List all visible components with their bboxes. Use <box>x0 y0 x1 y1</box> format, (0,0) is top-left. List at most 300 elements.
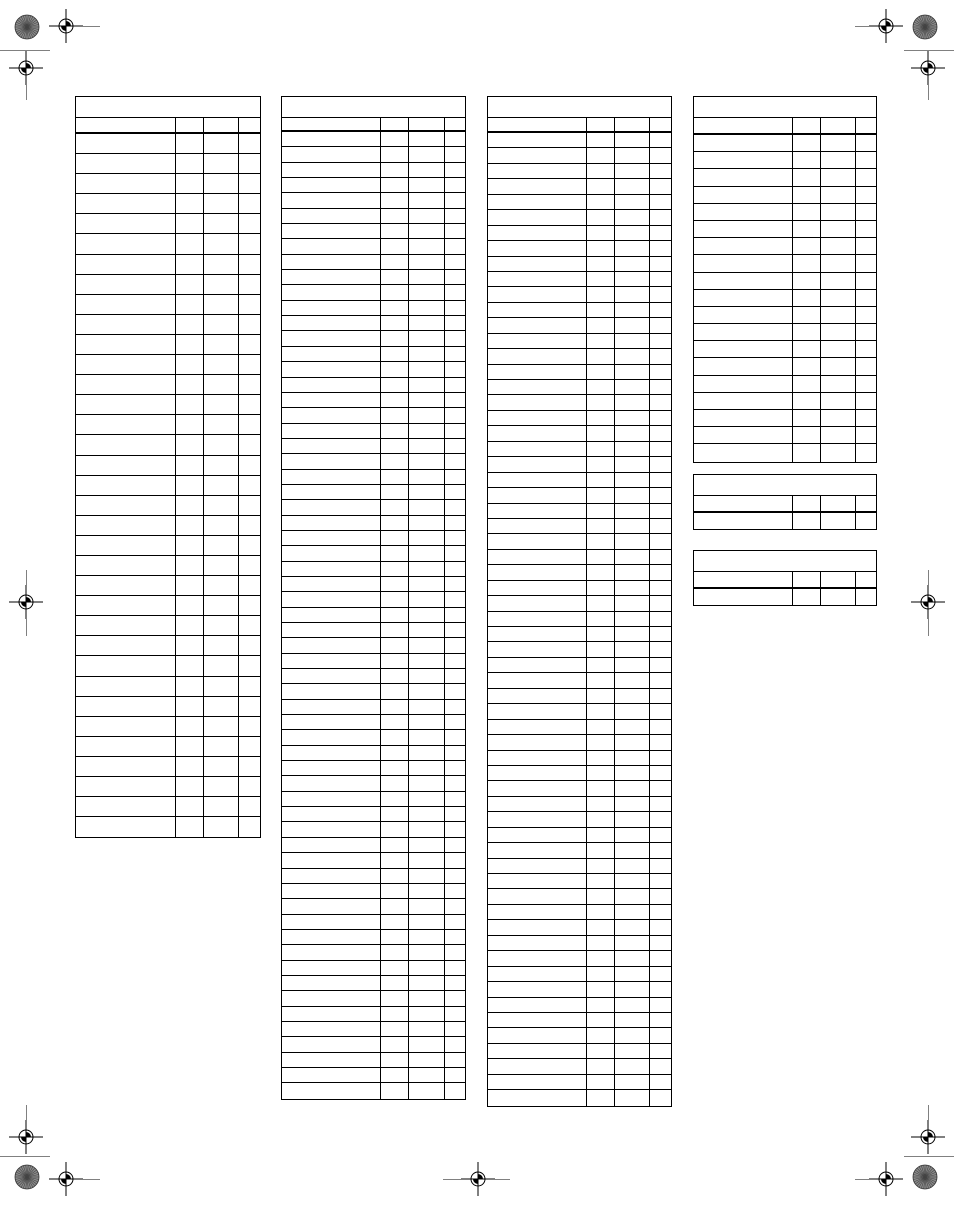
table-row <box>694 273 876 290</box>
table-cell <box>649 998 671 1012</box>
table-cell <box>380 1053 408 1067</box>
table-cell <box>855 427 876 443</box>
table-cell <box>282 439 380 453</box>
table-cell <box>408 239 445 253</box>
table-cell <box>488 257 586 271</box>
table-row <box>282 1053 465 1068</box>
table-cell <box>488 766 586 780</box>
table-cell <box>380 147 408 161</box>
table-cell <box>444 1037 465 1051</box>
table-cell <box>408 1083 445 1098</box>
table-cell <box>76 757 175 776</box>
table-cell <box>408 961 445 975</box>
table-row <box>488 596 671 611</box>
table-row <box>76 757 260 777</box>
table-cell <box>586 519 614 533</box>
table-cell <box>614 442 650 456</box>
table-row <box>282 224 465 239</box>
crop-line <box>855 26 871 27</box>
table-cell <box>175 255 203 274</box>
table-cell <box>444 470 465 484</box>
table-row <box>282 255 465 270</box>
table-cell <box>614 565 650 579</box>
table-cell <box>408 485 445 499</box>
table-cell <box>694 427 792 443</box>
table-cell <box>586 936 614 950</box>
table-cell <box>380 439 408 453</box>
table-cell <box>649 889 671 903</box>
table-cell <box>444 147 465 161</box>
table-cell <box>76 656 175 675</box>
table-cell <box>694 152 792 168</box>
table-cell <box>175 476 203 495</box>
table-row <box>282 454 465 469</box>
table-cell <box>203 234 239 253</box>
table-cell <box>282 408 380 422</box>
table-cell <box>649 442 671 456</box>
table-cell <box>408 746 445 760</box>
table-cell <box>586 581 614 595</box>
table-cell <box>282 638 380 652</box>
crop-line <box>928 85 929 101</box>
table-cell <box>820 427 856 443</box>
table-cell <box>855 324 876 340</box>
table-cell <box>649 550 671 564</box>
table-cell <box>488 349 586 363</box>
table-cell <box>175 194 203 213</box>
table-cell <box>238 496 260 515</box>
table-cell <box>380 516 408 530</box>
table-row <box>488 303 671 318</box>
table-2 <box>281 96 466 1100</box>
table-row <box>488 720 671 735</box>
table-row <box>694 238 876 255</box>
table-row <box>488 210 671 225</box>
table-row <box>488 781 671 796</box>
table-row <box>488 488 671 503</box>
table-cell <box>282 623 380 637</box>
table-cell <box>614 673 650 687</box>
table-cell <box>586 1090 614 1105</box>
table-cell <box>282 807 380 821</box>
table-row <box>694 589 876 605</box>
table-cell <box>408 393 445 407</box>
table-cell <box>76 174 175 193</box>
table-cell <box>614 303 650 317</box>
table-cell <box>444 301 465 315</box>
table-cell <box>820 255 856 271</box>
table-cell <box>444 577 465 591</box>
table-cell <box>282 730 380 744</box>
table-cell <box>444 746 465 760</box>
table-row <box>282 884 465 899</box>
table-cell <box>586 751 614 765</box>
table-row <box>282 424 465 439</box>
table-cell <box>649 1075 671 1089</box>
table-cell <box>175 435 203 454</box>
table-cell <box>586 1075 614 1089</box>
table-cell <box>586 1013 614 1027</box>
table-row <box>488 534 671 549</box>
table-cell <box>649 272 671 286</box>
table-cell <box>408 362 445 376</box>
table-row <box>694 255 876 272</box>
table-cell <box>614 627 650 641</box>
crop-line <box>928 619 929 637</box>
table-cell <box>792 358 820 374</box>
table-cell <box>282 899 380 913</box>
table-cell <box>649 380 671 394</box>
table-cell <box>614 534 650 548</box>
table-cell <box>488 195 586 209</box>
table-cell <box>614 967 650 981</box>
table-cell <box>855 513 876 529</box>
table-cell <box>175 214 203 233</box>
table-cell <box>649 318 671 332</box>
table-row <box>76 194 260 214</box>
table-cell <box>649 642 671 656</box>
table-cell <box>649 658 671 672</box>
table-cell <box>203 295 239 314</box>
table-cell <box>76 777 175 796</box>
table-cell <box>380 1007 408 1021</box>
table-cell <box>488 951 586 965</box>
table-cell <box>614 920 650 934</box>
table-cell <box>488 550 586 564</box>
table-cell <box>444 991 465 1005</box>
table-cell <box>380 454 408 468</box>
table-row <box>282 730 465 745</box>
table-cell <box>238 596 260 615</box>
table-row <box>76 556 260 576</box>
table-cell <box>238 476 260 495</box>
table-cell <box>855 496 876 511</box>
table-cell <box>203 757 239 776</box>
table-cell <box>488 967 586 981</box>
table-cell <box>238 737 260 756</box>
table-cell <box>614 812 650 826</box>
table-cell <box>444 316 465 330</box>
table-cell <box>792 238 820 254</box>
table-cell <box>444 654 465 668</box>
crop-line <box>82 1179 101 1180</box>
table-cell <box>649 581 671 595</box>
table-cell <box>649 118 671 131</box>
table-cell <box>175 335 203 354</box>
table-cell <box>175 118 203 132</box>
table-row <box>76 255 260 275</box>
table-cell <box>380 378 408 392</box>
table-cell <box>282 700 380 714</box>
table-cell <box>488 534 586 548</box>
table-cell <box>820 273 856 289</box>
table-row <box>488 365 671 380</box>
table-cell <box>76 118 175 132</box>
table-cell <box>792 152 820 168</box>
table-row <box>488 889 671 904</box>
table-cell <box>614 982 650 996</box>
table-cell <box>408 378 445 392</box>
table-row <box>282 761 465 776</box>
table-cell <box>76 476 175 495</box>
table-cell <box>649 843 671 857</box>
table-cell <box>282 776 380 790</box>
table-row <box>488 967 671 982</box>
table-cell <box>649 303 671 317</box>
table-cell <box>380 592 408 606</box>
table-cell <box>614 905 650 919</box>
table-cell <box>586 179 614 193</box>
table-row <box>694 187 876 204</box>
table-cell <box>380 776 408 790</box>
table-cell <box>203 335 239 354</box>
table-row <box>76 677 260 697</box>
table-cell <box>614 936 650 950</box>
table-cell <box>820 496 856 511</box>
table-row <box>488 550 671 565</box>
registration-mark-icon <box>9 585 43 619</box>
table-cell <box>488 751 586 765</box>
table-cell <box>380 961 408 975</box>
table-3 <box>487 96 672 1107</box>
table-cell <box>488 473 586 487</box>
table-cell <box>614 704 650 718</box>
table-cell <box>380 761 408 775</box>
table-cell <box>792 572 820 587</box>
table-cell <box>408 623 445 637</box>
table-cell <box>444 776 465 790</box>
table-row <box>488 1059 671 1074</box>
table-cell <box>792 118 820 133</box>
table-cell <box>820 135 856 151</box>
table-cell <box>694 290 792 306</box>
table-row <box>488 936 671 951</box>
table-cell <box>444 915 465 929</box>
table-row <box>282 869 465 884</box>
registration-mark-icon <box>49 1162 83 1196</box>
table-cell <box>649 133 671 147</box>
table-1 <box>75 96 261 838</box>
crop-line <box>443 1179 462 1180</box>
table-cell <box>488 380 586 394</box>
table-cell <box>203 134 239 153</box>
table-row <box>488 241 671 256</box>
table-row <box>282 301 465 316</box>
table-cell <box>488 303 586 317</box>
table-cell <box>444 1068 465 1082</box>
table-header-row <box>694 496 876 513</box>
table-cell <box>282 792 380 806</box>
table-cell <box>203 496 239 515</box>
table-cell <box>586 1044 614 1058</box>
table-cell <box>820 290 856 306</box>
table-cell <box>380 884 408 898</box>
table-cell <box>203 516 239 535</box>
table-cell <box>694 572 792 587</box>
table-row <box>488 133 671 148</box>
table-cell <box>855 307 876 323</box>
table-cell <box>488 627 586 641</box>
table-cell <box>614 210 650 224</box>
table-cell <box>380 715 408 729</box>
table-cell <box>380 470 408 484</box>
table-cell <box>380 1022 408 1036</box>
table-row <box>282 163 465 178</box>
table-title-row <box>488 97 671 118</box>
table-row <box>488 1013 671 1028</box>
table-cell <box>408 654 445 668</box>
table-row <box>282 132 465 147</box>
table-cell <box>820 358 856 374</box>
table-cell <box>649 195 671 209</box>
table-cell <box>820 204 856 220</box>
table-cell <box>792 187 820 203</box>
registration-mark-icon <box>911 585 945 619</box>
table-cell <box>488 920 586 934</box>
table-row <box>282 1007 465 1022</box>
table-cell <box>282 577 380 591</box>
crop-line <box>26 570 27 586</box>
table-cell <box>855 572 876 587</box>
table-cell <box>488 334 586 348</box>
table-row <box>282 807 465 822</box>
table-row <box>282 623 465 638</box>
table-cell <box>444 700 465 714</box>
table-header-row <box>694 118 876 135</box>
table-cell <box>76 435 175 454</box>
table-cell <box>282 961 380 975</box>
table-cell <box>238 275 260 294</box>
table-cell <box>614 1044 650 1058</box>
table-cell <box>282 684 380 698</box>
table-row <box>694 307 876 324</box>
table-cell <box>408 884 445 898</box>
table-cell <box>649 1013 671 1027</box>
table-cell <box>444 884 465 898</box>
table-cell <box>238 616 260 635</box>
table-row <box>488 272 671 287</box>
table-cell <box>444 209 465 223</box>
table-cell <box>76 576 175 595</box>
table-row <box>694 444 876 461</box>
table-cell <box>203 456 239 475</box>
table-cell <box>649 797 671 811</box>
table-cell <box>855 410 876 426</box>
table-row <box>282 546 465 561</box>
table-cell <box>586 596 614 610</box>
table-cell <box>282 1022 380 1036</box>
crop-line <box>26 85 27 101</box>
table-cell <box>76 817 175 837</box>
table-cell <box>76 697 175 716</box>
table-cell <box>586 874 614 888</box>
crop-line <box>904 1156 954 1157</box>
table-cell <box>282 132 380 146</box>
table-cell <box>203 315 239 334</box>
table-cell <box>649 1028 671 1042</box>
table-cell <box>76 375 175 394</box>
table-cell <box>855 221 876 237</box>
table-row <box>76 174 260 194</box>
table-cell <box>282 869 380 883</box>
table-cell <box>408 976 445 990</box>
table-cell <box>408 193 445 207</box>
registration-mark-icon <box>911 1120 945 1154</box>
table-row <box>694 135 876 152</box>
table-cell <box>76 536 175 555</box>
table-cell <box>380 577 408 591</box>
table-cell <box>488 442 586 456</box>
table-row <box>282 915 465 930</box>
table-cell <box>855 187 876 203</box>
table-cell <box>380 163 408 177</box>
table-cell <box>76 355 175 374</box>
table-cell <box>408 454 445 468</box>
table-cell <box>488 998 586 1012</box>
table-cell <box>694 410 792 426</box>
registration-mark-icon <box>461 1162 495 1196</box>
table-cell <box>488 1028 586 1042</box>
table-cell <box>792 393 820 409</box>
table-cell <box>614 504 650 518</box>
table-cell <box>238 335 260 354</box>
table-cell <box>694 255 792 271</box>
table-row <box>694 341 876 358</box>
table-cell <box>488 179 586 193</box>
table-cell <box>649 365 671 379</box>
table-row <box>282 608 465 623</box>
table-cell <box>238 118 260 132</box>
table-cell <box>614 318 650 332</box>
table-cell <box>488 889 586 903</box>
table-cell <box>586 612 614 626</box>
table-cell <box>444 592 465 606</box>
table-cell <box>408 899 445 913</box>
table-cell <box>488 704 586 718</box>
table-cell <box>408 163 445 177</box>
table-cell <box>614 195 650 209</box>
table-cell <box>586 395 614 409</box>
table-cell <box>175 656 203 675</box>
table-cell <box>488 735 586 749</box>
table-cell <box>444 454 465 468</box>
table-cell <box>408 730 445 744</box>
table-cell <box>444 1007 465 1021</box>
table-cell <box>586 673 614 687</box>
table-cell <box>444 132 465 146</box>
table-cell <box>488 226 586 240</box>
table-cell <box>649 612 671 626</box>
table-row <box>282 930 465 945</box>
table-cell <box>586 828 614 842</box>
table-cell <box>586 488 614 502</box>
table-cell <box>820 238 856 254</box>
table-row <box>282 531 465 546</box>
table-cell <box>444 730 465 744</box>
table-cell <box>203 616 239 635</box>
table-row <box>282 822 465 837</box>
table-cell <box>175 797 203 816</box>
table-row <box>488 519 671 534</box>
table-cell <box>175 677 203 696</box>
table-cell <box>380 193 408 207</box>
table-cell <box>238 536 260 555</box>
table-cell <box>694 187 792 203</box>
table-cell <box>282 654 380 668</box>
table-cell <box>282 991 380 1005</box>
table-cell <box>444 869 465 883</box>
table-cell <box>488 488 586 502</box>
